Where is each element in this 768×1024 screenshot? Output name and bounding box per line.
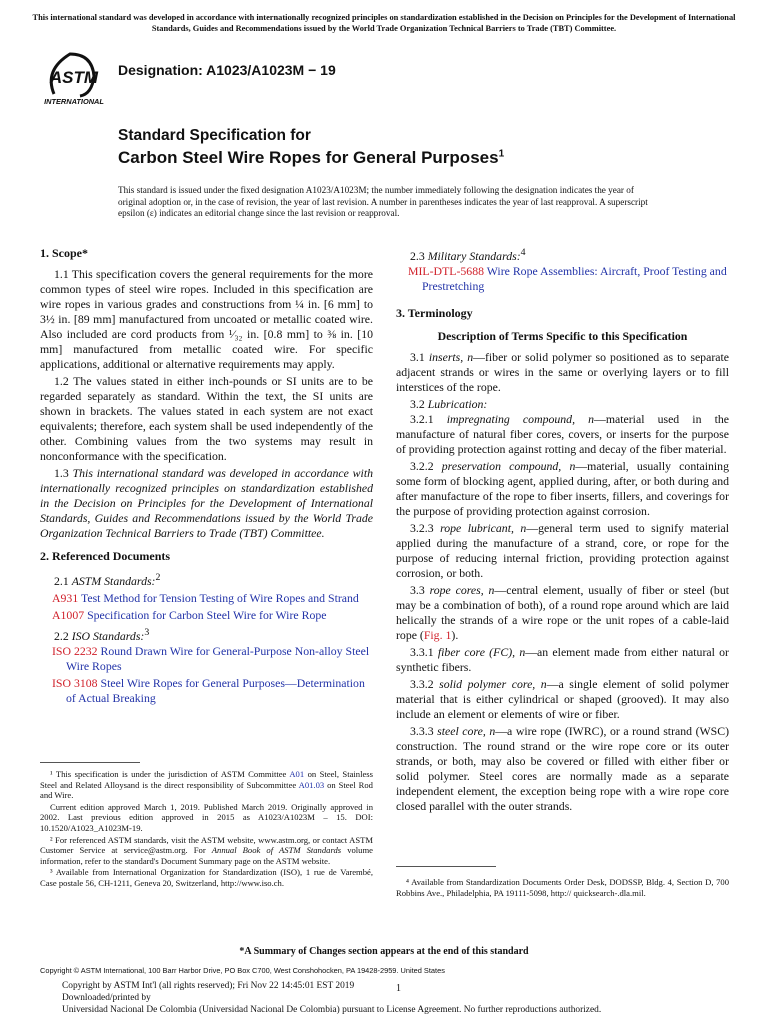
section-scope-heading: 1. Scope* [40,246,88,260]
footnote-1-edition: Current edition approved March 1, 2019. Published March 2019. Originally approved in 2002. Last previous edition approved in 2015 as A1023/A1023M – 15. DOI: 10.1520/A1023_A1023M-19. [40,801,373,833]
left-footnotes [40,762,373,890]
ref-title-iso3108-link[interactable]: Steel Wire Ropes for General Purposes—Determination of Actual Breaking [66,675,365,705]
term-number: 3.3 [410,582,425,597]
subsection-number: 2.3 [410,248,425,263]
logo-subtext: INTERNATIONAL [44,97,104,106]
title-line-2: Carbon Steel Wire Ropes for General Purposes [118,148,499,167]
title-footnote-marker[interactable]: 1 [498,148,505,160]
terminology-subheading: Description of Terms Specific to this Specification [437,328,688,343]
reference-a1007 [40,608,373,623]
stamp-line-3: Universidad Nacional De Colombia (Universidad Nacional De Colombia) pursuant to License Agreement. No further reproductions authorized. [62,1005,602,1015]
term-name: rope cores, n [429,582,495,597]
subcommittee-a01-03-link[interactable]: A01.03 [298,779,325,790]
term-number: 3.3.3 [410,723,434,738]
term-number: 3.2.3 [410,520,434,535]
term-3-1 [396,350,729,395]
term-definition: —an element made from either natural or synthetic fibers. [396,644,729,674]
title-line-1: Standard Specification for [118,127,311,144]
term-definition: —a wire rope (IWRC), or a round strand (WSC) construction. The round strand or the wire rope core or its outer strands, or both, may also be covered or filled with either fiber or solid polymer. Steel cores are normally made as a separate independent element, the exception being rope with a wire rope core closed parallel with the outer strands. [396,723,729,813]
term-definition: —a single element of solid polymer material that is either cylindrical or shaped (grooved). It may also include an element or elements of wire or fiber. [396,676,729,721]
subsection-title: Military Standards: [427,248,521,263]
ref-title-mil-link[interactable]: Wire Rope Assemblies: Aircraft, Proof Testing and Prestretching [422,263,727,293]
right-column [396,245,729,816]
subsection-2-1 [40,570,373,589]
term-number: 3.3.2 [410,676,434,691]
ref-code-a1007-link[interactable]: A1007 [52,607,85,622]
astm-logo-icon [40,50,108,106]
footnote-1 [40,769,373,801]
term-3-3-1 [396,645,729,675]
subsection-2-3 [396,245,729,264]
reference-iso3108 [40,676,373,706]
ref-code-iso3108-link[interactable]: ISO 3108 [52,675,98,690]
ref-title-a931-link[interactable]: Test Method for Tension Testing of Wire Ropes and Strand [80,590,359,605]
term-number: 3.3.1 [410,644,434,659]
term-3-3-3 [396,724,729,814]
paragraph-1-3 [40,466,373,541]
term-3-2 [396,397,729,412]
ref-title-iso2232-link[interactable]: Round Drawn Wire for General-Purpose Non-alloy Steel Wire Ropes [66,643,370,673]
stamp-line-2: Downloaded/printed by [62,993,151,1003]
download-stamp [62,980,601,1016]
term-number: 3.1 [410,349,425,364]
footnote-2 [40,835,373,867]
term-3-2-2 [396,459,729,519]
subsection-title: ISO Standards: [71,628,145,643]
issuance-note: This standard is issued under the fixed designation A1023/A1023M; the number immediately following the designation indicates the year of original adoption or, in the case of revision, the year of last revision. A number in parentheses indicates the year of last reapproval. A superscript epsilon (ε) indicates an editorial change since the last revision or reapproval. [118,185,648,218]
term-name: steel core, n [437,723,496,738]
footnote-text: ¹ This specification is under the jurisdiction of ASTM Committee [50,769,290,779]
section-references-heading: 2. Referenced Documents [40,549,171,563]
paragraph-1-1: 1.1 This specification covers the general requirements for the more common types of steel wire ropes. Included in this specification are wire ropes in various grades and constructions from ¼ in. [6 mm] to 3½ in. [89 mm] manufactured from uncoated or metallic coated wire. Also included are cord products from ¹⁄₃₂ in. [0.8 mm] to ⅜ in. [10 mm] manufactured from metallic coated wire. For specific applications, additional or alternative requirements may apply. [40,267,373,371]
subsection-2-2 [40,625,373,644]
left-column [40,246,373,708]
reference-a931 [40,591,373,606]
logo-text: ASTM [49,68,99,87]
footnote-text: on Steel, Stainless Steel and Related Alloysand is the direct responsibility of Subcommittee [40,769,373,790]
term-definition: —material used in the manufacture of natural fiber cores, covers, or inserts for the purpose of providing protection against rotting and decay of the fiber material. [396,411,729,456]
term-name: rope lubricant, n [440,520,527,535]
footnote-text: volume information, refer to the standard's Document Summary page on the ASTM website. [40,845,373,866]
term-3-2-3 [396,521,729,581]
term-3-3-2 [396,677,729,722]
page-number: 1 [396,983,401,994]
paragraph-1-2: 1.2 The values stated in either inch-pounds or SI units are to be regarded separately as standard. Within the text, the SI units are shown in brackets. The values stated in each system are not exact equivalents; therefore, each system shall be used independently of the other. Combining values from the two systems may result in nonconformance with the specification. [40,374,373,463]
term-definition: —general term used to signify material applied during the manufacture of a strand, core, or rope for the purpose of reducing internal friction, providing protection against corrosion, or both. [396,520,730,580]
subsection-number: 2.1 [54,573,69,588]
ref-code-mil-link[interactable]: MIL-DTL-5688 [408,263,485,278]
footnote-marker[interactable]: 3 [144,626,150,638]
term-definition: —central element, usually of fiber or steel (but may be a combination of both), of a round rope around which are laid helically the strands of a wire rope or the unit ropes of a cable-laid rope ( [396,582,730,642]
term-number: 3.2.1 [410,411,434,426]
right-footnotes [396,866,729,899]
term-name: Lubrication: [427,396,488,411]
ref-title-a1007-link[interactable]: Specification for Carbon Steel Wire for Wire Rope [87,607,327,622]
footnote-italic: Annual Book of ASTM Standards [211,845,342,856]
committee-a01-link[interactable]: A01 [289,769,305,779]
footnote-marker[interactable]: 4 [520,247,526,258]
copyright-line: Copyright © ASTM International, 100 Barr Harbor Drive, PO Box C700, West Conshohocken, PA 19428-2959. United States [40,966,445,975]
term-definition: ). [451,627,459,642]
term-definition: —fiber or solid polymer so positioned as to separate adjacent strands or wires in the same or overlying layers or to fill interstices of the rope. [396,349,729,394]
footnote-text: on Steel Rod and Wire. [40,779,373,801]
designation: Designation: A1023/A1023M − 19 [118,62,336,78]
footnote-4: ⁴ Available from Standardization Documents Order Desk, DODSSP, Bldg. 4, Section D, 700 Robbins Ave., Philadelphia, PA 19111-5098, http:// quicksearch-.dla.mil. [396,877,729,898]
reference-iso2232 [40,644,373,674]
reference-mil-dtl-5688 [396,264,729,294]
term-name: inserts, n [428,349,474,364]
footnote-marker[interactable]: 2 [155,572,161,583]
paragraph-text: This international standard was developed in accordance with internationally recognized principles on standardization established in the Decision on Principles for the Development of International Standards, Guides and Recommendations issued by the World Trade Organization Technical Barriers to Trade (TBT) Committee. [40,466,373,540]
term-number: 3.2 [410,396,425,411]
term-name: solid polymer core, n [439,676,547,691]
summary-of-changes-note: *A Summary of Changes section appears at the end of this standard [239,946,529,957]
document-title [118,148,504,168]
footnote-3: ³ Available from International Organization for Standardization (ISO), 1 rue de Varembé, Case postale 56, CH-1211, Geneva 20, Switzerland, http://www.iso.ch. [40,867,373,888]
subsection-number: 2.2 [54,628,69,643]
term-3-3 [396,583,729,643]
ref-code-a931-link[interactable]: A931 [52,590,79,605]
figure-1-link[interactable]: Fig. 1 [423,627,452,642]
ref-code-iso2232-link[interactable]: ISO 2232 [52,643,98,658]
term-number: 3.2.2 [410,458,434,473]
international-standard-notice: This international standard was developed in accordance with internationally recognized principles on standardization established in the Decision on Principles for the Development of International Standards, Guides and Recommendations issued by the World Trade Organization Technical Barriers to Trade (TBT) Committee. [32,13,736,33]
subsection-title: ASTM Standards: [71,573,156,588]
term-definition: —material, usually containing some form of blocking agent, applied during, after, or both during and after manufacture of the rope to fiber inserts, fillers, and coverings for the purpose of providing protection against corrosion. [396,458,729,518]
term-3-2-1 [396,412,729,457]
term-name: fiber core (FC), n [437,644,526,659]
term-name: preservation compound, n [441,458,576,473]
footnote-text: ² For referenced ASTM standards, visit the ASTM website, www.astm.org, or contact ASTM Customer Service at service@astm.org. For [40,834,373,856]
stamp-line-1: Copyright by ASTM Int'l (all rights reserved); Fri Nov 22 14:45:01 EST 2019 [62,981,355,991]
term-name: impregnating compound, n [446,411,595,426]
section-terminology-heading: 3. Terminology [396,305,473,320]
paragraph-number: 1.3 [54,466,69,480]
